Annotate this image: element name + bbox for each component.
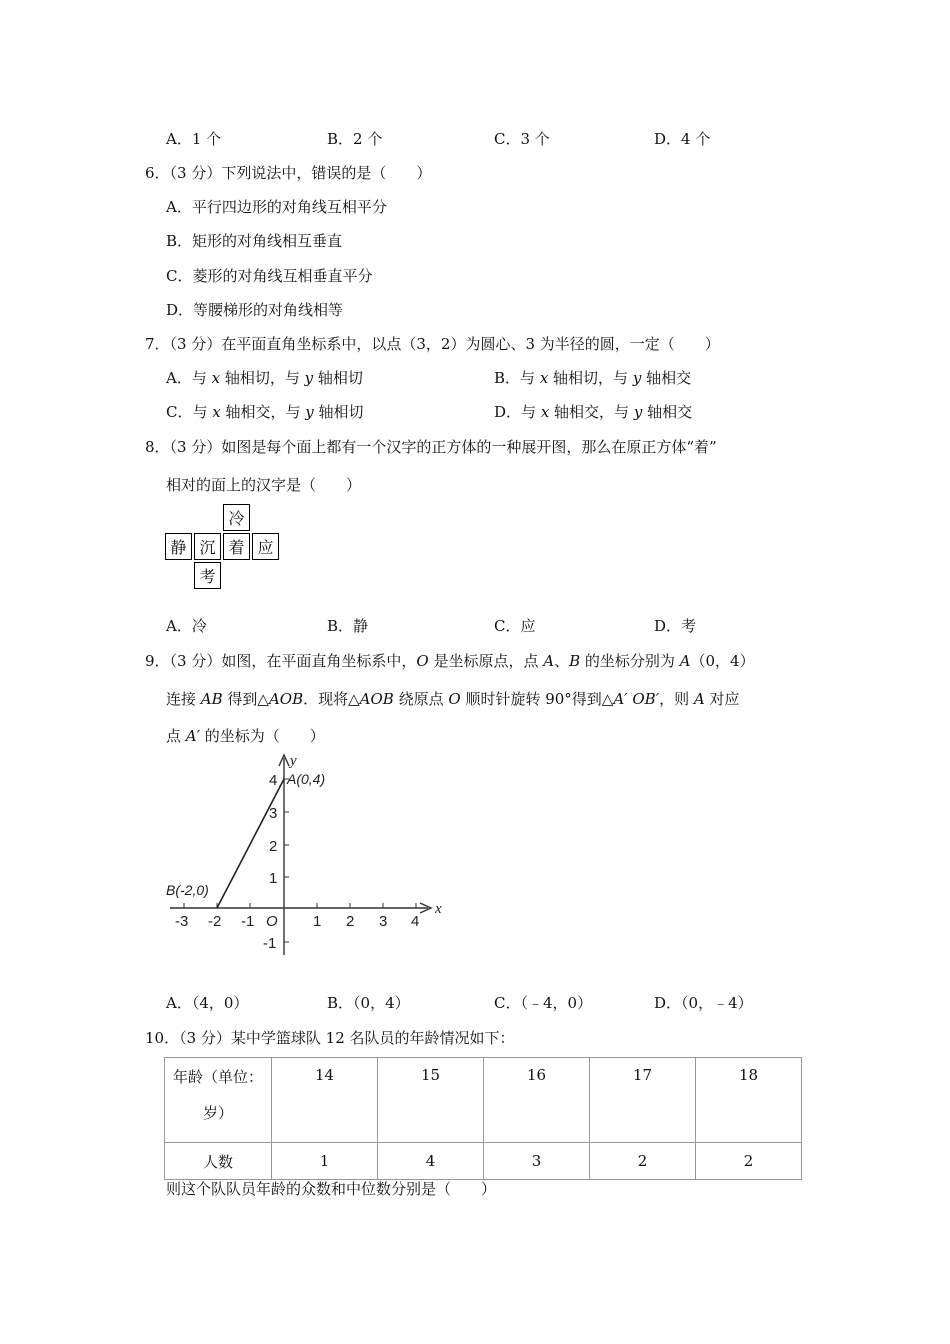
q6-stem: 6．（3 分）下列说法中，错误的是（ ） [145, 164, 432, 182]
table-header-cell: 人数 [165, 1143, 272, 1180]
x-tick-label: -2 [208, 913, 222, 930]
age-table [164, 1057, 802, 1180]
net-bottom-cell: 考 [194, 562, 221, 589]
table-row [165, 1143, 802, 1180]
q6-option-c[interactable]: C．菱形的对角线互相垂直平分 [166, 267, 373, 285]
y-tick-label: 3 [269, 805, 278, 822]
table-cell: 17 [590, 1058, 696, 1143]
y-tick-label: -1 [263, 935, 277, 952]
q9-option-b[interactable]: B．（0，4） [327, 994, 410, 1012]
q9-stem-line1: 9．（3 分）如图，在平面直角坐标系中，O 是坐标原点，点 A、B 的坐标分别为 A（0，4） [145, 652, 755, 670]
net-top-cell: 冷 [223, 504, 250, 531]
q10-followup: 则这个队队员年龄的众数和中位数分别是（ ） [166, 1180, 497, 1198]
q9-option-c[interactable]: C．（﹣4，0） [494, 994, 593, 1012]
point-a-label: A(0,4) [287, 771, 326, 787]
q5-option-a[interactable]: A．1 个 [166, 130, 222, 148]
origin-label: O [266, 913, 278, 930]
coordinate-figure [160, 750, 460, 965]
q7-option-d[interactable]: D．与 x 轴相交，与 y 轴相交 [494, 403, 693, 421]
x-tick-label: 4 [411, 913, 420, 930]
point-b-label: B(-2,0) [166, 882, 209, 898]
x-tick-label: 2 [346, 913, 355, 930]
q6-option-d[interactable]: D．等腰梯形的对角线相等 [166, 301, 344, 319]
q9-stem-line2: 连接 AB 得到△AOB．现将△AOB 绕原点 O 顺时针旋转 90°得到△A′ OB′，则 A 对应 [166, 690, 740, 708]
table-header-cell: 年龄（单位： 岁） [165, 1058, 272, 1143]
x-tick-label: 1 [313, 913, 322, 930]
x-tick-label: 3 [379, 913, 388, 930]
q7-option-a[interactable]: A．与 x 轴相切，与 y 轴相切 [166, 369, 363, 387]
q8-stem-line1: 8．（3 分）如图是每个面上都有一个汉字的正方体的一种展开图，那么在原正方体“着” [145, 438, 717, 456]
x-tick-label: -1 [241, 913, 255, 930]
q7-stem: 7．（3 分）在平面直角坐标系中，以点（3，2）为圆心、3 为半径的圆，一定（ ） [145, 335, 720, 353]
x-axis-label: x [435, 901, 442, 917]
q8-option-c[interactable]: C．应 [494, 617, 536, 635]
q8-stem-line2: 相对的面上的汉字是（ ） [166, 476, 362, 494]
net-row-cell: 着 [223, 533, 250, 560]
q6-option-b[interactable]: B．矩形的对角线相互垂直 [166, 232, 343, 250]
y-tick-label: 2 [269, 838, 278, 855]
net-row-cell: 应 [252, 533, 279, 560]
q6-option-a[interactable]: A．平行四边形的对角线互相平分 [166, 198, 387, 216]
table-cell: 2 [696, 1143, 802, 1180]
q5-option-d[interactable]: D．4 个 [654, 130, 711, 148]
q9-option-d[interactable]: D．（0，﹣4） [654, 994, 753, 1012]
x-tick-label: -3 [175, 913, 189, 930]
q9-stem-line3: 点 A′ 的坐标为（ ） [166, 727, 325, 745]
y-tick-label: 4 [269, 772, 278, 789]
table-cell: 14 [272, 1058, 378, 1143]
table-cell: 2 [590, 1143, 696, 1180]
q8-option-a[interactable]: A．冷 [166, 617, 207, 635]
table-row [165, 1058, 802, 1143]
y-tick-label: 1 [269, 870, 278, 887]
table-cell: 16 [484, 1058, 590, 1143]
q10-stem: 10．（3 分）某中学篮球队 12 名队员的年龄情况如下： [145, 1029, 515, 1047]
q9-option-a[interactable]: A．（4，0） [166, 994, 249, 1012]
q7-option-c[interactable]: C．与 x 轴相交，与 y 轴相切 [166, 403, 364, 421]
q7-option-b[interactable]: B．与 x 轴相切，与 y 轴相交 [494, 369, 692, 387]
table-cell: 15 [378, 1058, 484, 1143]
table-cell: 18 [696, 1058, 802, 1143]
q8-option-d[interactable]: D．考 [654, 617, 697, 635]
q5-option-c[interactable]: C．3 个 [494, 130, 550, 148]
net-row-cell: 静 [165, 533, 192, 560]
q5-option-b[interactable]: B．2 个 [327, 130, 383, 148]
net-row-cell: 沉 [194, 533, 221, 560]
table-cell: 3 [484, 1143, 590, 1180]
table-cell: 1 [272, 1143, 378, 1180]
y-axis-label: y [290, 753, 297, 769]
table-cell: 4 [378, 1143, 484, 1180]
q8-option-b[interactable]: B．静 [327, 617, 369, 635]
